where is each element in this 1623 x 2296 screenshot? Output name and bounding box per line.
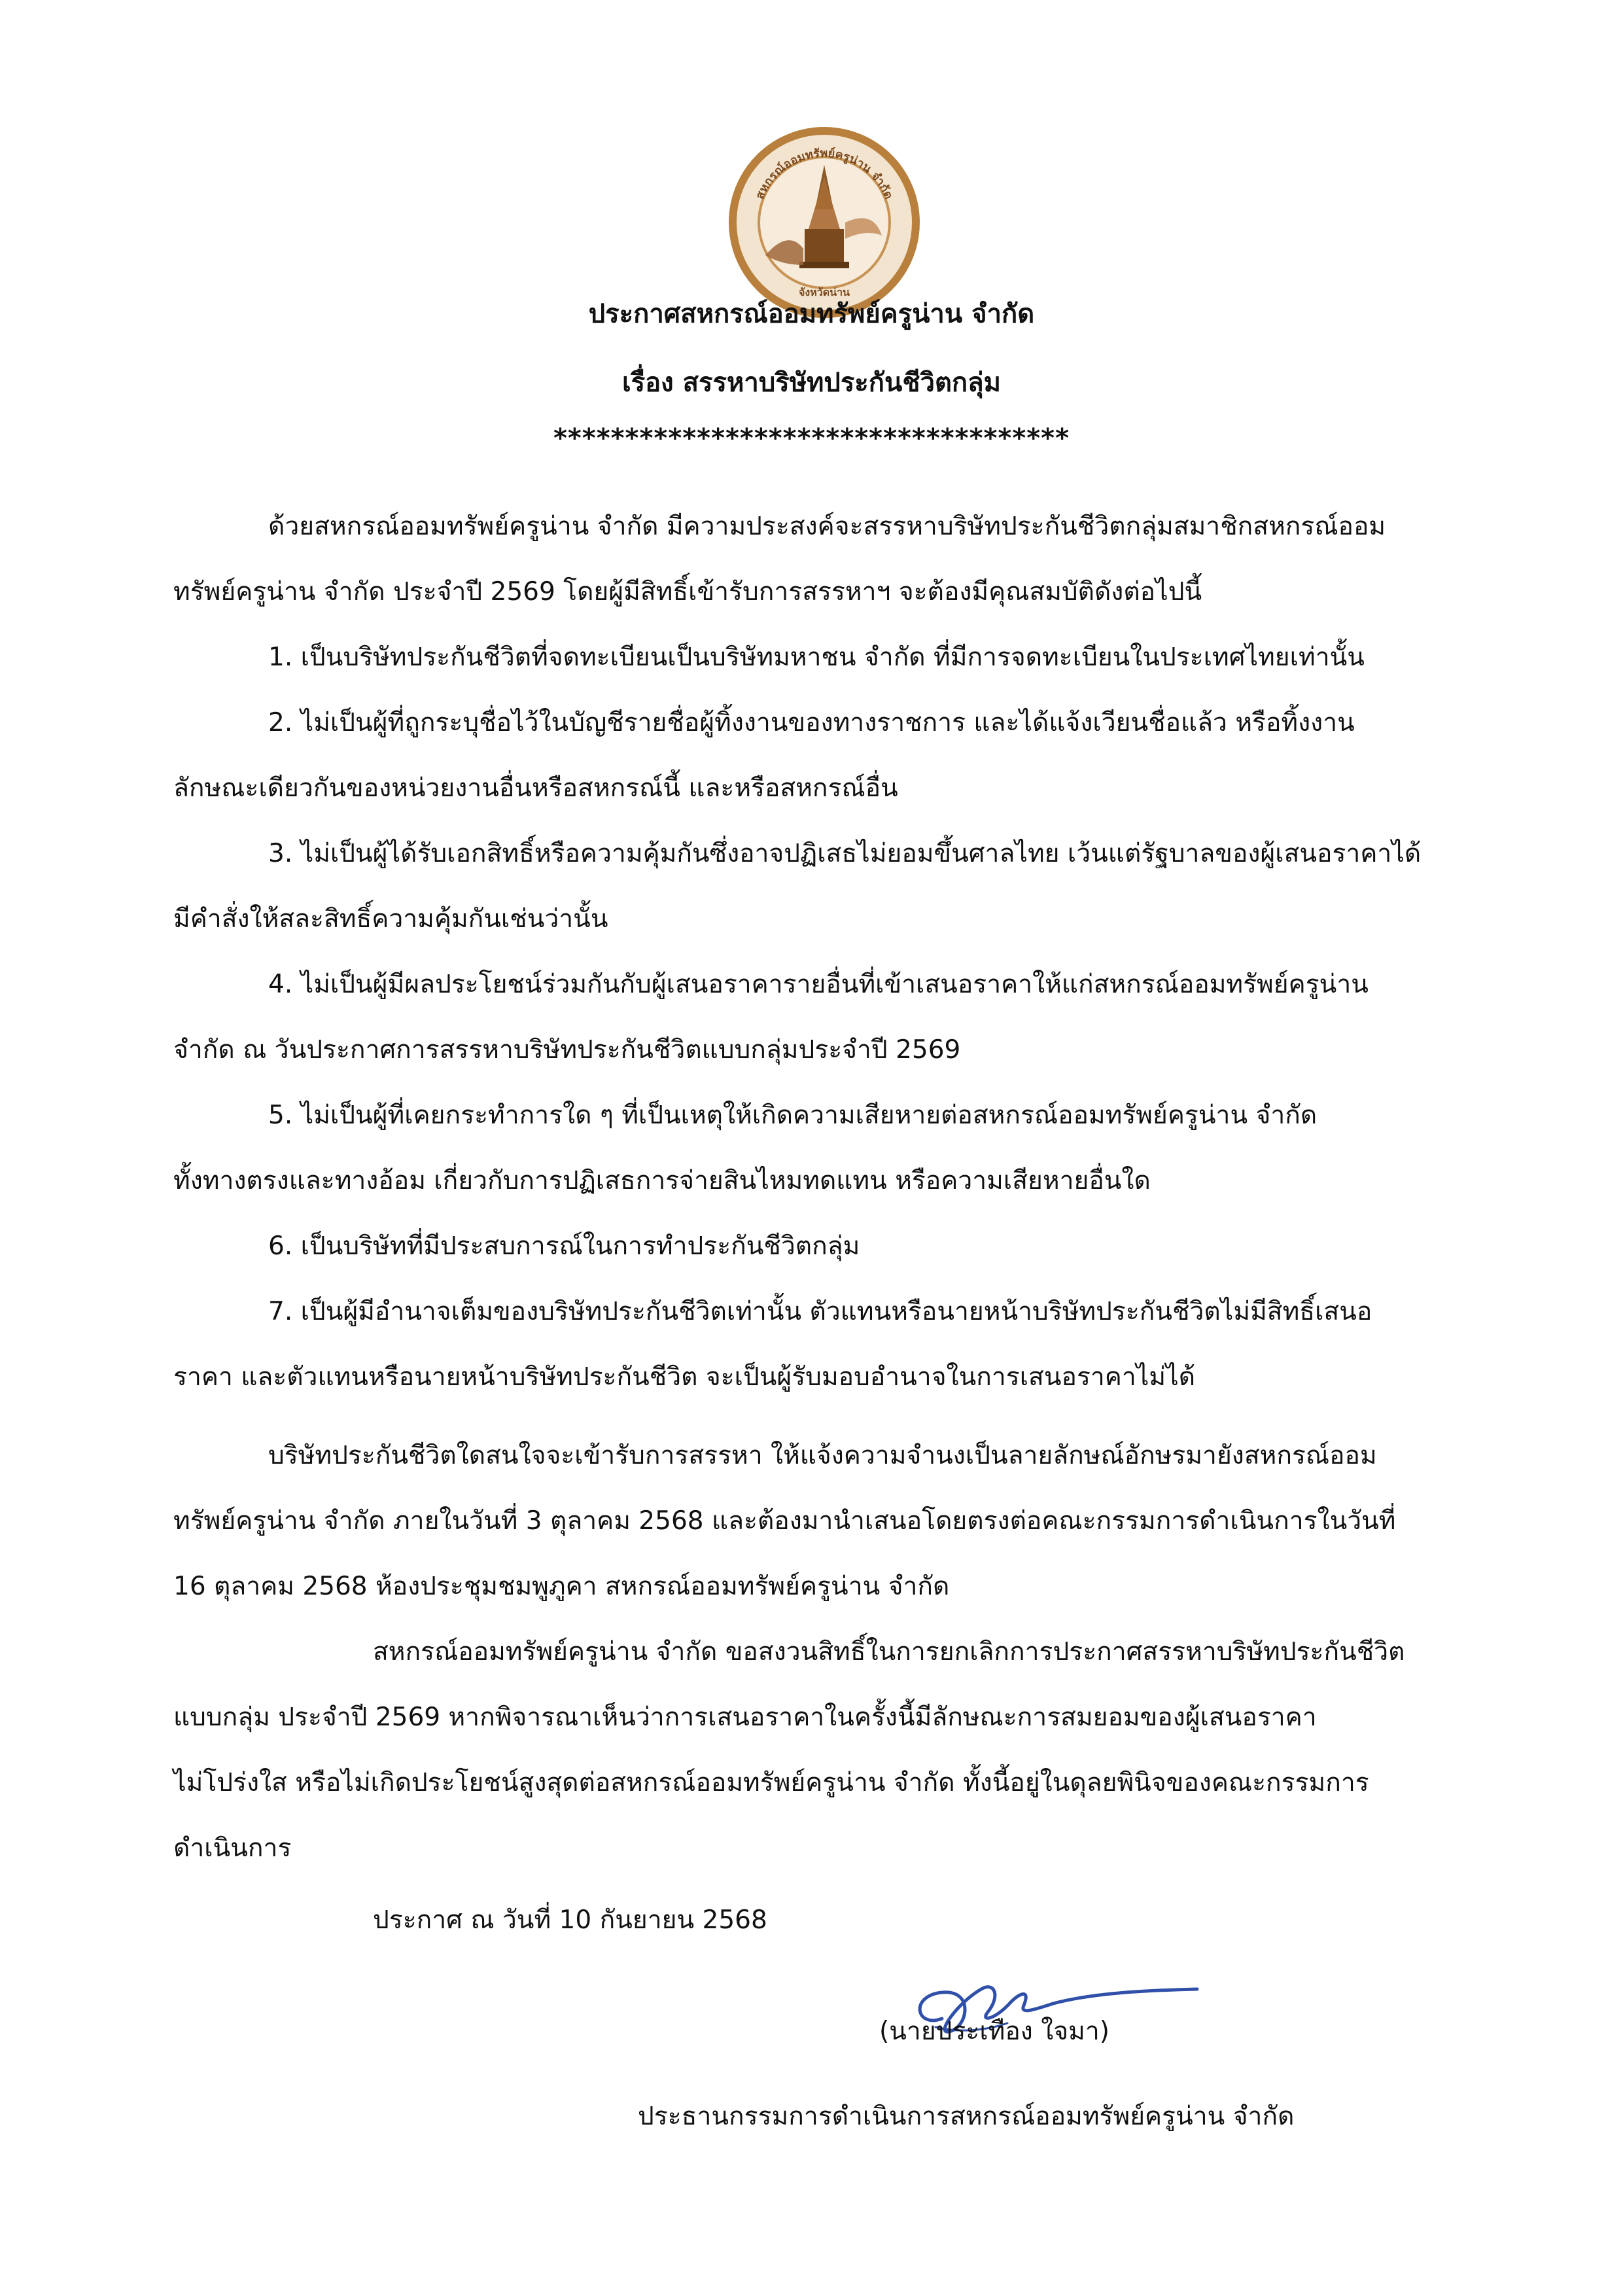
signer-position: ประธานกรรมการดำเนินการสหกรณ์ออมทรัพย์ครูน่าน จำกัด (638, 2102, 1295, 2131)
list-item-continuation: ลักษณะเดียวกันของหน่วยงานอื่นหรือสหกรณ์นี้ และหรือสหกรณ์อื่น (173, 773, 898, 803)
list-item: 6. เป็นบริษัทที่มีประสบการณ์ในการทำประกันชีวิตกลุ่ม (268, 1231, 860, 1261)
announcement-title: ประกาศสหกรณ์ออมทรัพย์ครูน่าน จำกัด (588, 299, 1035, 329)
body-line: ทรัพย์ครูน่าน จำกัด ประจำปี 2569 โดยผู้มีสิทธิ์เข้ารับการสรรหาฯ จะต้องมีคุณสมบัติดังต่อไปนี้ (173, 577, 1202, 607)
svg-text:จังหวัดน่าน: จังหวัดน่าน (799, 286, 850, 298)
list-item-continuation: จำกัด ณ วันประกาศการสรรหาบริษัทประกันชีวิตแบบกลุ่มประจำปี 2569 (173, 1035, 961, 1065)
announcement-date: ประกาศ ณ วันที่ 10 กันยายน 2568 (373, 1905, 767, 1935)
body-line: 16 ตุลาคม 2568 ห้องประชุมชมพูภูคา สหกรณ์ออมทรัพย์ครูน่าน จำกัด (173, 1572, 950, 1601)
svg-text:สหกรณ์ออมทรัพย์ครูน่าน จำกัด: สหกรณ์ออมทรัพย์ครูน่าน จำกัด (753, 146, 896, 202)
list-item: 2. ไม่เป็นผู้ที่ถูกระบุชื่อไว้ในบัญชีรายชื่อผู้ทิ้งงานของทางราชการ และได้แจ้งเวียนชื่อแล้ว หรือทิ้งงาน (268, 708, 1355, 737)
intro-paragraph (173, 494, 1456, 625)
submission-paragraph (173, 1423, 1456, 1619)
separator-stars: ************************************ (553, 423, 1070, 453)
body-line: ไม่โปร่งใส หรือไม่เกิดประโยชน์สูงสุดต่อสหกรณ์ออมทรัพย์ครูน่าน จำกัด ทั้งนี้อยู่ในดุลยพินิจของคณะกรรมการ (173, 1768, 1369, 1797)
list-item: 7. เป็นผู้มีอำนาจเต็มของบริษัทประกันชีวิตเท่านั้น ตัวแทนหรือนายหน้าบริษัทประกันชีวิตไม่มีสิทธิ์เสนอ (268, 1297, 1372, 1326)
cooperative-logo-seal (726, 124, 922, 321)
list-item: 4. ไม่เป็นผู้มีผลประโยชน์ร่วมกันกับผู้เสนอราคารายอื่นที่เข้าเสนอราคาให้แก่สหกรณ์ออมทรัพย์ครูน่าน (268, 970, 1369, 999)
list-item: 5. ไม่เป็นผู้ที่เคยกระทำการใด ๆ ที่เป็นเหตุให้เกิดความเสียหายต่อสหกรณ์ออมทรัพย์ครูน่าน จำกัด (268, 1101, 1318, 1130)
qualification-list (173, 625, 1456, 1410)
announcement-subject: เรื่อง สรรหาบริษัทประกันชีวิตกลุ่ม (621, 368, 1002, 398)
list-item-continuation: ราคา และตัวแทนหรือนายหน้าบริษัทประกันชีวิต จะเป็นผู้รับมอบอำนาจในการเสนอราคาไม่ได้ (173, 1362, 1196, 1392)
body-line: ดำเนินการ (173, 1833, 292, 1863)
body-line: แบบกลุ่ม ประจำปี 2569 หากพิจารณาเห็นว่าการเสนอราคาในครั้งนี้มีลักษณะการสมยอมของผู้เสนอราคา (173, 1703, 1317, 1732)
body-line: ทรัพย์ครูน่าน จำกัด ภายในวันที่ 3 ตุลาคม 2568 และต้องมานำเสนอโดยตรงต่อคณะกรรมการดำเนินการในวันที่ (173, 1506, 1396, 1536)
reservation-paragraph (173, 1619, 1456, 1881)
body-line: สหกรณ์ออมทรัพย์ครูน่าน จำกัด ขอสงวนสิทธิ์ในการยกเลิกการประกาศสรรหาบริษัทประกันชีวิต (373, 1637, 1405, 1667)
list-item-continuation: มีคำสั่งให้สละสิทธิ์ความคุ้มกันเช่นว่านั้น (173, 904, 608, 934)
body-line: บริษัทประกันชีวิตใดสนใจจะเข้ารับการสรรหา ให้แจ้งความจำนงเป็นลายลักษณ์อักษรมายังสหกรณ์ออม (268, 1441, 1377, 1470)
list-item: 3. ไม่เป็นผู้ได้รับเอกสิทธิ์หรือความคุ้มกันซึ่งอาจปฏิเสธไม่ยอมขึ้นศาลไทย เว้นแต่รัฐบาลของผู้เสนอราคาได้ (268, 839, 1422, 868)
list-item: 1. เป็นบริษัทประกันชีวิตที่จดทะเบียนเป็นบริษัทมหาชน จำกัด ที่มีการจดทะเบียนในประเทศไทยเท่านั้น (268, 643, 1365, 672)
signer-name: (นายประเทือง ใจมา) (879, 2017, 1109, 2046)
list-item-continuation: ทั้งทางตรงและทางอ้อม เกี่ยวกับการปฏิเสธการจ่ายสินไหมทดแทน หรือความเสียหายอื่นใด (173, 1166, 1151, 1195)
body-line: ด้วยสหกรณ์ออมทรัพย์ครูน่าน จำกัด มีความประสงค์จะสรรหาบริษัทประกันชีวิตกลุ่มสมาชิกสหกรณ์ออม (268, 512, 1386, 541)
